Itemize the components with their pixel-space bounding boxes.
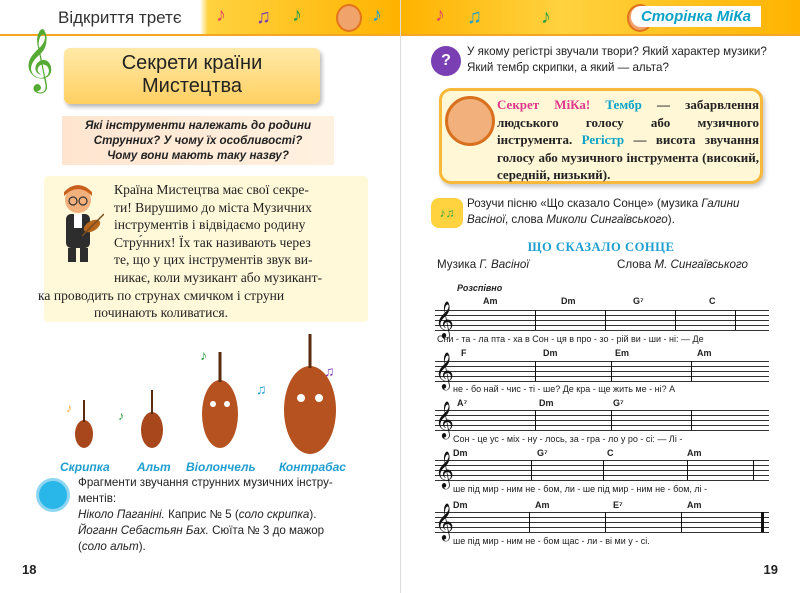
listen-note: соло альт	[81, 540, 139, 553]
story-line: ка проводить по струнах смичком і струни	[38, 287, 285, 303]
right-page	[400, 0, 800, 593]
listen-author: Йоганн Себастьян Бах.	[78, 524, 209, 537]
svg-text:♫: ♫	[324, 363, 335, 379]
song-title: ЩО СКАЗАЛО СОНЦЕ	[527, 240, 675, 254]
listen-text	[78, 475, 368, 555]
page-number-right: 19	[763, 562, 778, 577]
listen-item	[78, 507, 368, 523]
instrument-label-violin: Скрипка	[60, 460, 110, 474]
music-author: Г. Васіної	[479, 258, 529, 271]
music-note-icon: ♪	[292, 4, 302, 26]
question-text: У якому регістрі звучали твори? Який характер музики? Який тембр скрипки, а який — альта?	[467, 45, 767, 74]
svg-text:♪: ♪	[118, 409, 124, 423]
music-note-icon: ♪	[541, 6, 551, 28]
section-title-line1: Секрети країни	[121, 52, 263, 74]
treble-clef-icon: 𝄞	[435, 300, 454, 338]
chord-symbol: Am	[687, 500, 702, 510]
music-note-icon: ♫	[467, 6, 482, 28]
listen-line: ментів:	[78, 492, 117, 505]
story-line: Стру́нних! Їх так називають через	[114, 234, 311, 250]
listen-author: Ніколо Паганіні.	[78, 508, 165, 521]
listen-item	[78, 539, 368, 555]
listen-work: (	[78, 540, 82, 553]
chord-symbol: Dm	[453, 448, 468, 458]
chord-symbol: G⁷	[633, 296, 644, 306]
lyrics-line: Сон - це ус - міх - ну - лось, за - гра - ло у ро - сі: — Лі -	[453, 434, 683, 444]
right-header	[401, 0, 800, 36]
treble-clef-icon: 𝄞	[435, 400, 454, 438]
left-header	[0, 0, 400, 36]
story-line: ти! Вирушимо до міста Музичних	[114, 199, 312, 215]
chord-symbol: Am	[687, 448, 702, 458]
story-line: никає, коли музикант або музикант-	[114, 269, 323, 285]
music-note-icon: ♪	[372, 4, 382, 26]
timbre-term: Тембр	[605, 97, 642, 112]
lyrics-line: ше під мир - ним не - бом, ли - ше під мир - ним не - бом, лі -	[453, 484, 708, 494]
sing-instruction	[467, 196, 767, 228]
question-icon: ?	[431, 46, 461, 76]
sing-text-end: ).	[667, 213, 675, 226]
song-music-credit	[437, 258, 529, 271]
section-title	[64, 48, 320, 104]
mika-secret-text	[497, 96, 759, 184]
listen-item	[78, 523, 368, 539]
question-line: Чому вони мають таку назву?	[107, 149, 289, 162]
instrument-label-viola: Альт	[137, 460, 171, 474]
chord-symbol: Dm	[539, 398, 554, 408]
chord-symbol: Am	[483, 296, 498, 306]
questions-box	[62, 116, 334, 165]
mika-avatar-icon	[445, 96, 495, 146]
section-title-line2: Мистецтва	[141, 75, 243, 97]
treble-clef-icon: 𝄞	[22, 28, 54, 91]
instrument-label-contrabass: Контрабас	[279, 460, 346, 474]
tempo-marking: Розспівно	[457, 283, 503, 293]
words-label: Слова	[617, 258, 655, 271]
sing-lyricist: Миколи Сингаївського	[546, 213, 668, 226]
story-line: починають коливатися.	[94, 305, 229, 321]
chord-symbol: Dm	[543, 348, 558, 358]
words-author: М. Сингаївського	[654, 258, 748, 271]
listen-work: Каприс № 5 (	[164, 508, 239, 521]
music-label: Музика	[437, 258, 480, 271]
story-text	[38, 181, 362, 322]
left-header-title: Відкриття третє	[58, 8, 182, 27]
headphones-icon	[36, 478, 70, 512]
svg-text:♫: ♫	[256, 381, 267, 397]
listen-work: Сюїта № 3 до мажор	[208, 524, 325, 537]
listen-end: ).	[138, 540, 146, 553]
page-number-left: 18	[22, 562, 37, 577]
listen-end: ).	[309, 508, 317, 521]
story-line: те, що у цих інструментів звук ви-	[114, 252, 313, 268]
listen-line: Фрагменти звучання струнних музичних інстру-	[78, 476, 333, 489]
listen-note: соло скрипка	[238, 508, 310, 521]
sing-icon: ♪♫	[431, 198, 463, 228]
chord-symbol: Am	[535, 500, 550, 510]
sing-composer: Галини Васіної	[467, 197, 740, 226]
story-line: інструментів і відвідаємо родину	[114, 217, 306, 233]
music-note-icon: ♫	[256, 6, 271, 28]
treble-clef-icon: 𝄞	[435, 450, 454, 488]
chord-symbol: F	[461, 348, 467, 358]
chord-symbol: C	[709, 296, 716, 306]
song-words-credit	[617, 258, 748, 271]
sing-text-prefix: Розучи пісню «Що сказало Сонце» (музика	[467, 197, 702, 210]
chord-symbol: Em	[615, 348, 630, 358]
chord-symbol: Dm	[453, 500, 468, 510]
chord-symbol: Am	[697, 348, 712, 358]
lyrics-line: ше під мир - ним не - бом щас - ли - ві ми у - сі.	[453, 536, 650, 546]
timbre-definition: — забарвлення людського голосу або музичного інструмента.	[497, 97, 759, 147]
question-line: Які інструменти належать до родини	[84, 119, 312, 132]
register-term: Регістр	[581, 132, 625, 147]
lyrics-line: Спи - та - ла пта - ха в Сон - ця в про - зо - рій ви - ши - ні: — Де	[437, 334, 704, 344]
mika-avatar-icon	[336, 4, 362, 32]
chord-symbol: G⁷	[537, 448, 548, 458]
right-header-title: Сторінка МіКа	[631, 6, 761, 27]
chord-symbol: G⁷	[613, 398, 624, 408]
treble-clef-icon: 𝄞	[435, 502, 454, 540]
chord-symbol: C	[607, 448, 614, 458]
register-definition: — висота звучання голосу або музичного інструмента (високий, середній, низький).	[497, 132, 759, 182]
chord-symbol: Dm	[561, 296, 576, 306]
chord-symbol: E⁷	[613, 500, 623, 510]
instrument-label-cello: Віолончель	[186, 460, 256, 474]
svg-text:♪: ♪	[200, 347, 207, 363]
string-instruments-illustration	[60, 330, 360, 460]
chord-symbol: A⁷	[457, 398, 468, 408]
music-note-icon: ♪	[216, 4, 226, 26]
music-note-icon: ♪	[435, 4, 445, 26]
lyrics-line: не - бо най - чис - ті - ше? Де кра - ще жить ме - ні? А	[453, 384, 676, 394]
story-line: Країна Мистецтва має свої секре-	[114, 182, 309, 197]
question-line: Струнних? У чому їх особливості?	[93, 134, 303, 147]
mika-secret-label: Секрет МіКа!	[497, 97, 591, 112]
treble-clef-icon: 𝄞	[435, 351, 454, 389]
sing-text-mid: , слова	[504, 213, 547, 226]
svg-text:♪: ♪	[66, 401, 72, 415]
